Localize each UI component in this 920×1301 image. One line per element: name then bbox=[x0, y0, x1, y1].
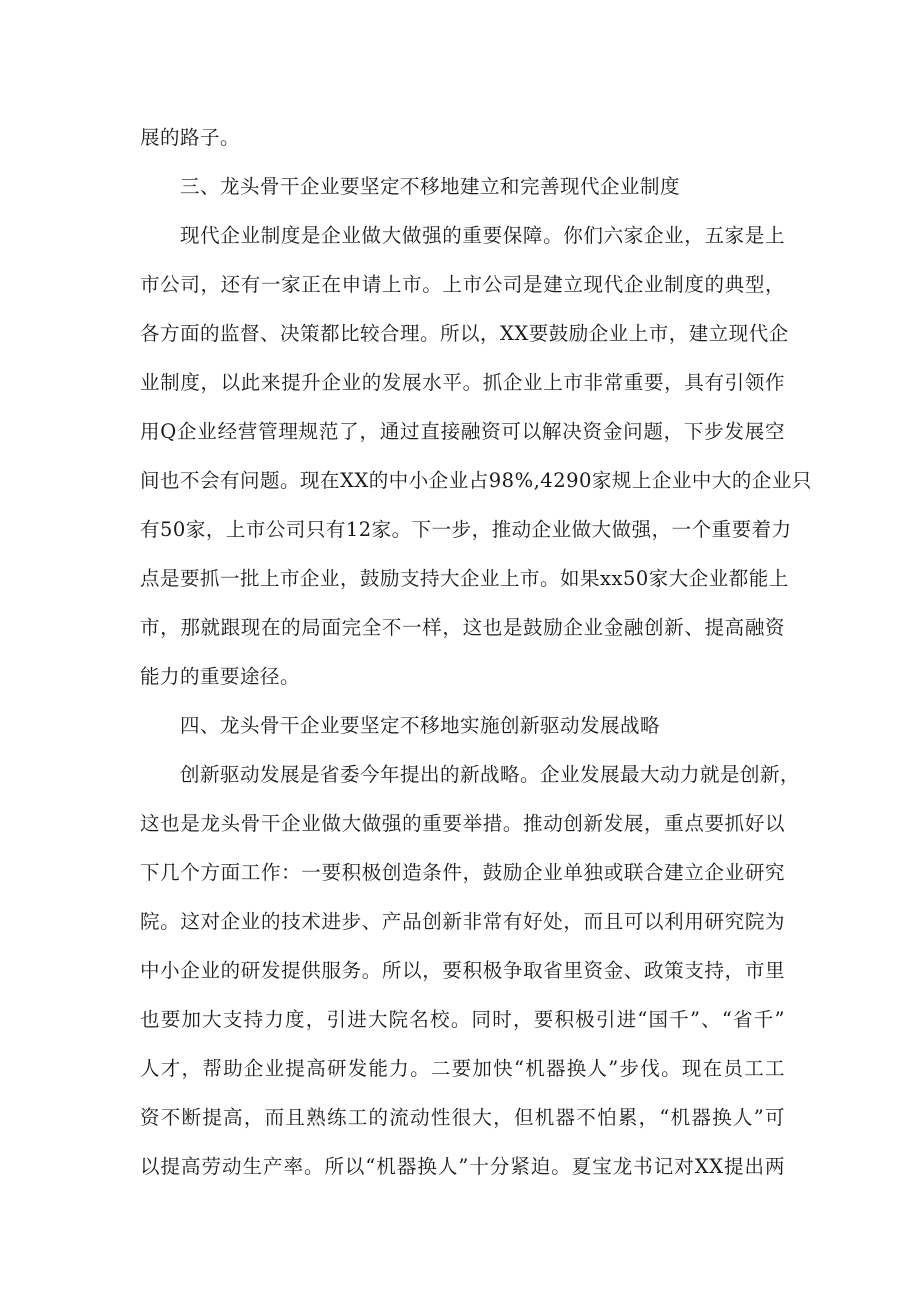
paragraph-2-line-5: 也要加大支持力度，引进大院名校。同时，要积极引进“国千”、“省千” bbox=[140, 1008, 785, 1031]
paragraph-1-line-4: 用Q企业经营管理规范了，通过直接融资可以解决资金问题，下步发展空 bbox=[140, 420, 785, 443]
paragraph-1-line-6: 有50家，上市公司只有12家。下一步，推动企业做大做强，一个重要着力 bbox=[140, 518, 792, 541]
paragraph-1-line-0: 现代企业制度是企业做大做强的重要保障。你们六家企业，五家是上 bbox=[180, 224, 785, 247]
paragraph-0-line-0: 展的路子。 bbox=[140, 126, 241, 149]
paragraph-1-line-5: 间也不会有问题。现在XX的中小企业占98%,4290家规上企业中大的企业只 bbox=[140, 469, 812, 492]
paragraph-1-line-3: 业制度，以此来提升企业的发展水平。抓企业上市非常重要，具有引领作 bbox=[140, 371, 785, 394]
paragraph-1-line-1: 市公司，还有一家正在申请上市。上市公司是建立现代企业制度的典型， bbox=[140, 273, 785, 296]
paragraph-1-line-7: 点是要抓一批上市企业，鼓励支持大企业上市。如果xx50家大企业都能上 bbox=[140, 567, 789, 590]
paragraph-2-line-8: 以提高劳动生产率。所以“机器换人”十分紧迫。夏宝龙书记对XX提出两 bbox=[140, 1155, 785, 1178]
section-heading-4: 四、龙头骨干企业要坚定不移地实施创新驱动发展战略 bbox=[180, 714, 661, 737]
section-heading-3: 三、龙头骨干企业要坚定不移地建立和完善现代企业制度 bbox=[180, 175, 681, 198]
paragraph-2-line-3: 院。这对企业的技术进步、产品创新非常有好处，而且可以利用研究院为 bbox=[140, 910, 785, 933]
paragraph-2-line-2: 下几个方面工作：一要积极创造条件，鼓励企业单独或联合建立企业研究 bbox=[140, 861, 785, 884]
paragraph-2-line-0: 创新驱动发展是省委今年提出的新战略。企业发展最大动力就是创新， bbox=[180, 763, 801, 786]
paragraph-1-line-8: 市，那就跟现在的局面完全不一样，这也是鼓励企业金融创新、提高融资 bbox=[140, 616, 785, 639]
paragraph-2-line-1: 这也是龙头骨干企业做大做强的重要举措。推动创新发展，重点要抓好以 bbox=[140, 812, 785, 835]
paragraph-2-line-6: 人才，帮助企业提高研发能力。二要加快“机器换人”步伐。现在员工工 bbox=[140, 1057, 785, 1080]
paragraph-1-line-2: 各方面的监督、决策都比较合理。所以，XX要鼓励企业上市，建立现代企 bbox=[140, 322, 789, 345]
paragraph-2-line-7: 资不断提高，而且熟练工的流动性很大，但机器不怕累，“机器换人”可 bbox=[140, 1106, 785, 1129]
paragraph-1-line-9: 能力的重要途径。 bbox=[140, 665, 301, 688]
paragraph-2-line-4: 中小企业的研发提供服务。所以，要积极争取省里资金、政策支持，市里 bbox=[140, 959, 785, 982]
